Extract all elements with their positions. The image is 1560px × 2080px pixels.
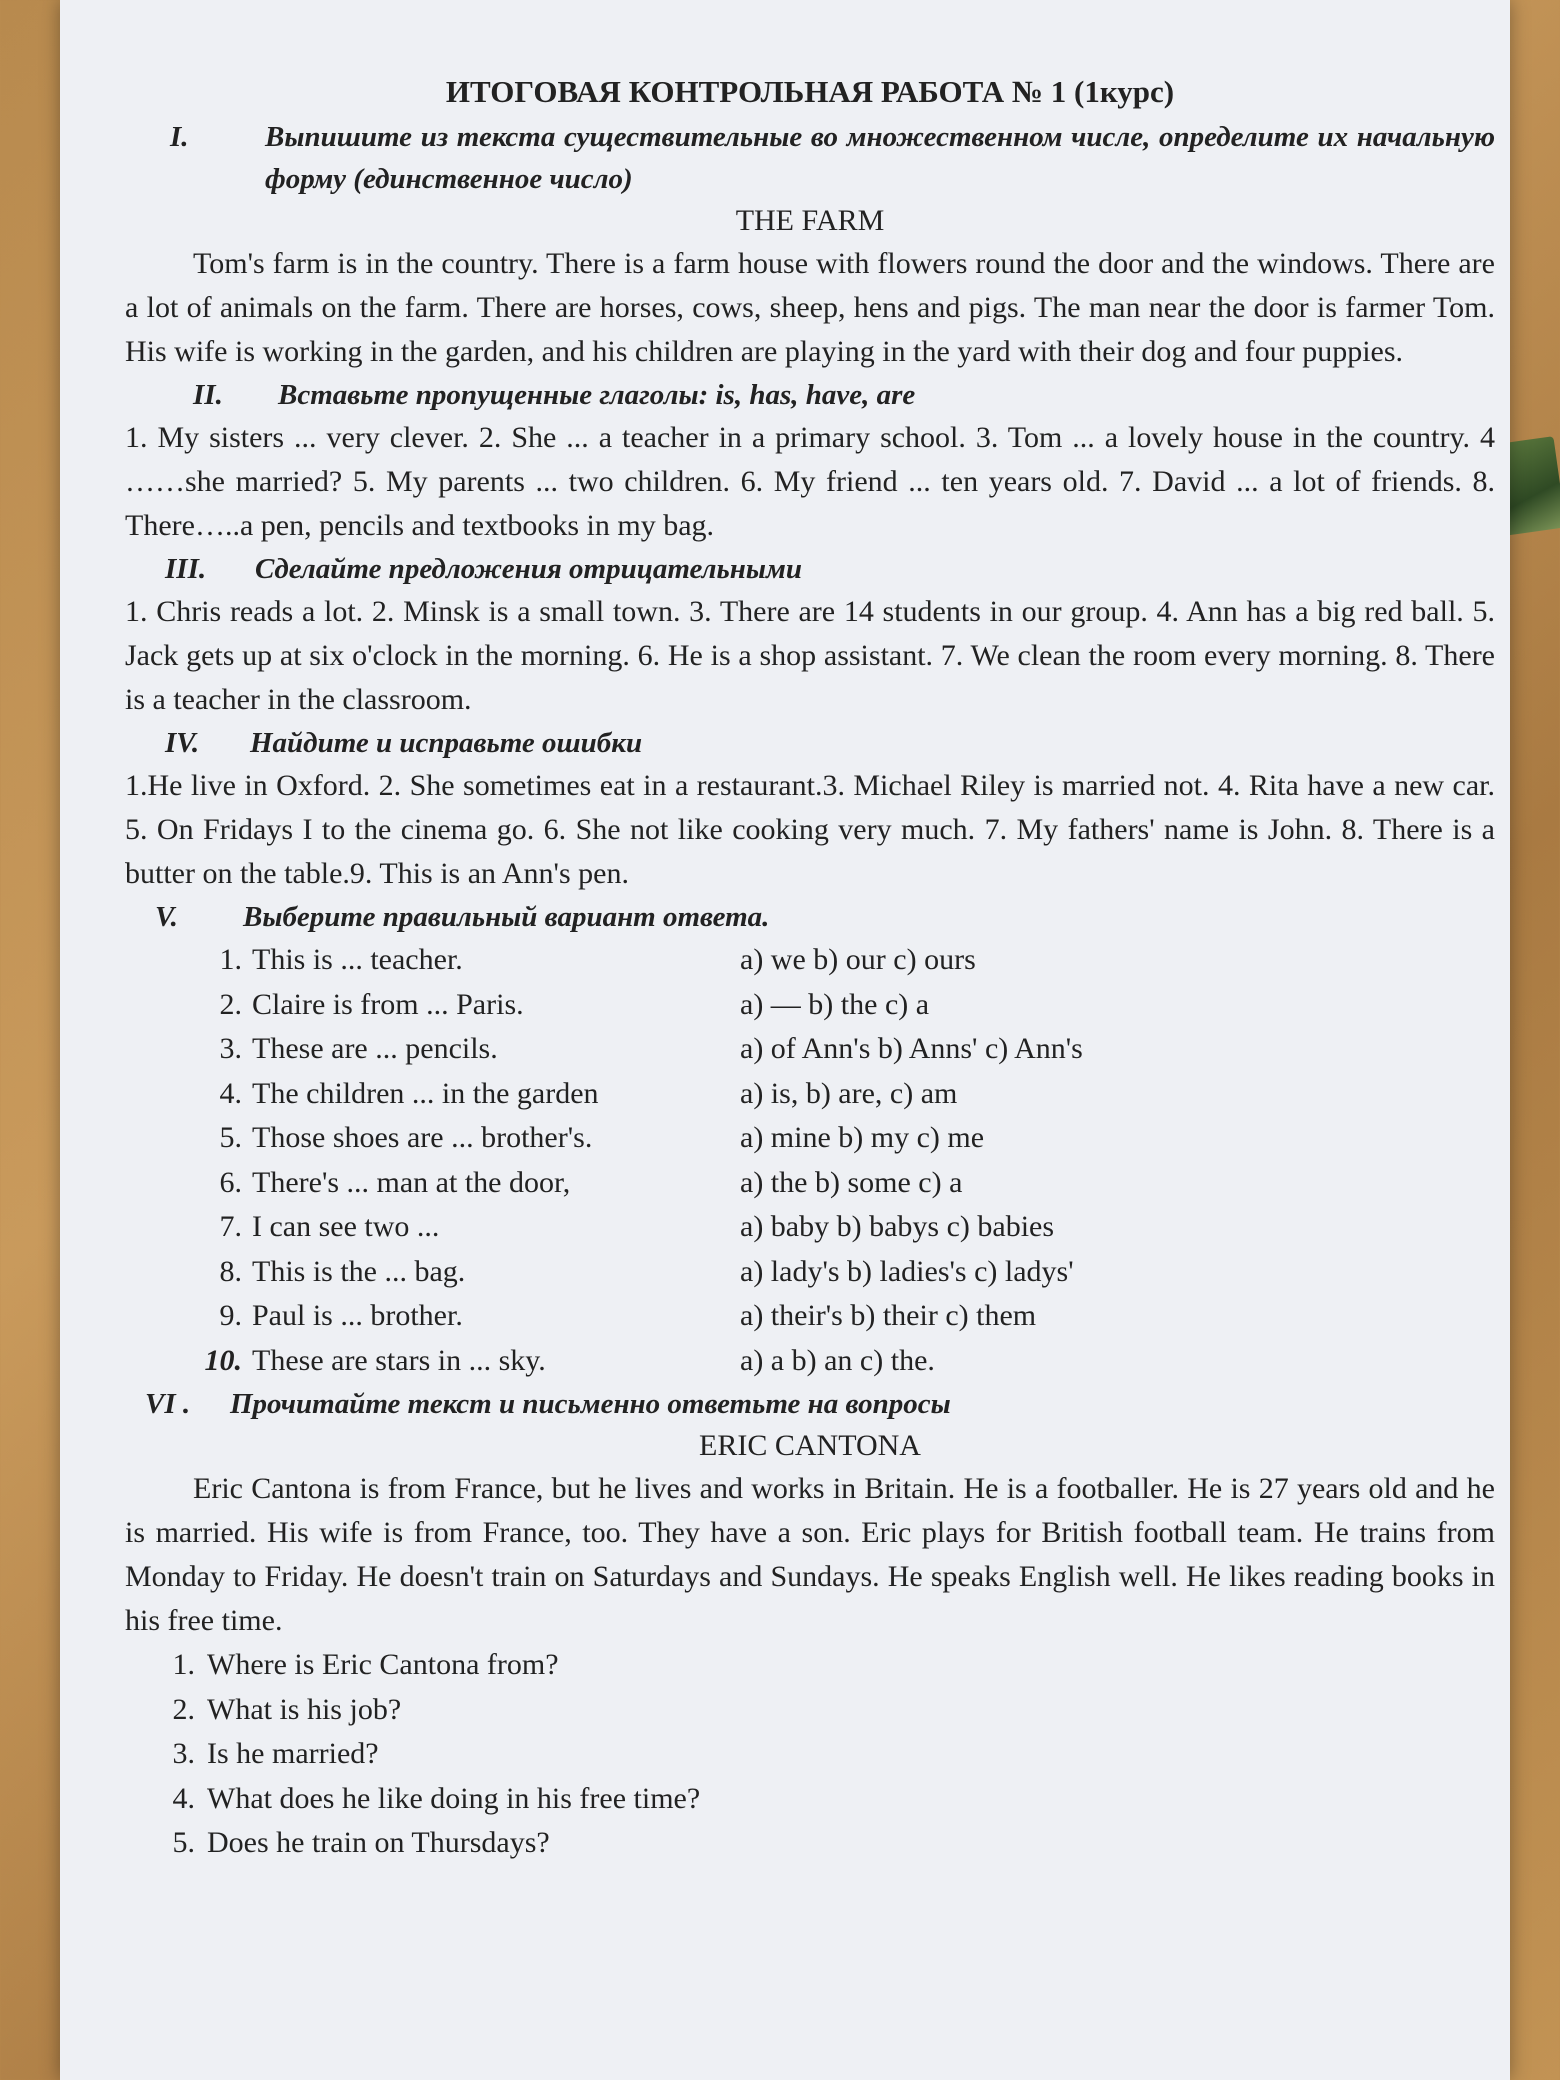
list-item: [200, 1072, 1495, 1117]
worksheet-content: [125, 70, 1495, 1866]
item-number: 4.: [219, 1076, 242, 1110]
list-item: [200, 1027, 1495, 1072]
item-question: Those shoes are ... brother's.: [252, 1121, 593, 1154]
section-instruction: Сделайте предложения отрицательными: [255, 553, 803, 585]
list-item: [200, 1294, 1495, 1339]
item-question: Paul is ... brother.: [252, 1299, 463, 1332]
section-number: III.: [165, 553, 207, 585]
question-text: What does he like doing in his free time?: [207, 1781, 701, 1815]
item-number: 7.: [219, 1210, 242, 1243]
list-item: [200, 1116, 1495, 1161]
question-number: 5.: [172, 1826, 195, 1859]
section-instruction: Вставьте пропущенные глаголы: is, has, have, are: [278, 379, 916, 411]
section-1-heading: [125, 116, 1495, 200]
item-number: 10.: [204, 1343, 242, 1377]
section-6-heading: [145, 1383, 1495, 1425]
farm-text: Tom's farm is in the country. There is a farm house with flowers round the door and the windows. There are a lot of animals on the farm. There are horses, cows, sheep, hens and pigs. The man near the door is farmer Tom. His wife is working in the garden, and his children are playing in the yard with their dog and four puppies.: [125, 247, 1495, 368]
farm-title: THE FARM: [735, 204, 885, 237]
question-number: 4.: [172, 1781, 195, 1815]
item-number: 3.: [219, 1032, 242, 1065]
item-options: a) lady's b) ladies's c) ladys': [740, 1254, 1074, 1288]
section-number: I.: [170, 121, 189, 153]
item-question: This is ... teacher.: [252, 943, 463, 976]
list-item: [155, 1643, 1495, 1688]
eric-title: ERIC CANTONA: [699, 1429, 921, 1462]
list-item: [155, 1688, 1495, 1733]
section-4-text: 1.He live in Oxford. 2. She sometimes eat in a restaurant.3. Michael Riley is married not. 4. Rita have a new car. 5. On Fridays I to the cinema go. 6. She not like cooking very much. 7. My fathers' name is John. 8. There is a butter on the table.9. This is an Ann's pen.: [125, 769, 1495, 890]
item-question: These are stars in ... sky.: [252, 1343, 546, 1377]
item-number: 1.: [219, 943, 242, 976]
item-options: a) mine b) my c) me: [740, 1121, 985, 1154]
list-item: [155, 1777, 1495, 1822]
section-2-heading: [193, 374, 1495, 416]
section-instruction: Найдите и исправьте ошибки: [250, 727, 643, 759]
item-options: a) baby b) babys c) babies: [740, 1210, 1055, 1243]
list-item: [155, 1732, 1495, 1777]
questions-list: [155, 1643, 1495, 1866]
section-3-text: 1. Chris reads a lot. 2. Minsk is a small town. 3. There are 14 students in our group. 4. Ann has a big red ball. 5. Jack gets up at six o'clock in the morning. 6. He is a shop assistant. 7. We clean the room every morning. 8. There is a teacher in the classroom.: [125, 595, 1495, 716]
item-number: 2.: [219, 987, 242, 1021]
question-text: Where is Eric Cantona from?: [207, 1648, 559, 1681]
question-number: 1.: [172, 1648, 195, 1681]
section-instruction: Выпишите из текста существительные во множественном числе, определите их начальную форму (единственное число): [265, 121, 1495, 195]
list-item: [200, 938, 1495, 983]
section-number: VI .: [145, 1388, 191, 1420]
item-question: This is the ... bag.: [252, 1254, 466, 1288]
item-number: 9.: [219, 1299, 242, 1332]
item-options: a) is, b) are, c) am: [740, 1076, 958, 1110]
item-options: a) — b) the c) a: [740, 987, 930, 1021]
list-item: [200, 1250, 1495, 1295]
section-4-heading: [165, 722, 1495, 764]
section-number: V.: [155, 901, 178, 933]
item-question: There's ... man at the door,: [252, 1165, 571, 1199]
section-5-heading: [155, 896, 1495, 938]
section-number: IV.: [165, 727, 200, 759]
worksheet-title: ИТОГОВАЯ КОНТРОЛЬНАЯ РАБОТА № 1 (1курс): [445, 74, 1175, 109]
list-item: [200, 1205, 1495, 1250]
question-text: Does he train on Thursdays?: [207, 1826, 550, 1859]
multiple-choice-list: [200, 938, 1495, 1383]
question-number: 3.: [172, 1737, 195, 1770]
item-options: a) of Ann's b) Anns' c) Ann's: [740, 1032, 1083, 1065]
section-instruction: Выберите правильный вариант ответа.: [243, 901, 770, 933]
item-options: a) the b) some c) a: [740, 1165, 963, 1199]
item-question: Claire is from ... Paris.: [252, 987, 524, 1021]
eric-text: Eric Cantona is from France, but he lives and works in Britain. He is a footballer. He is 27 years old and he is married. His wife is from France, too. They have a son. Eric plays for British football team. He trains from Monday to Friday. He doesn't train on Saturdays and Sundays. He speaks English well. He likes reading books in his free time.: [125, 1472, 1495, 1637]
question-text: Is he married?: [207, 1737, 379, 1770]
question-text: What is his job?: [207, 1692, 402, 1726]
section-3-heading: [165, 548, 1495, 590]
item-question: The children ... in the garden: [252, 1076, 599, 1110]
item-number: 6.: [219, 1165, 242, 1199]
item-question: I can see two ...: [252, 1210, 440, 1243]
section-instruction: Прочитайте текст и письменно ответьте на вопросы: [230, 1388, 951, 1420]
item-question: These are ... pencils.: [252, 1032, 498, 1065]
item-options: a) their's b) their c) them: [740, 1299, 1037, 1332]
list-item: [200, 1339, 1495, 1384]
section-number: II.: [193, 379, 223, 411]
worksheet-paper: [60, 0, 1510, 2080]
list-item: [155, 1821, 1495, 1866]
item-number: 5.: [219, 1121, 242, 1154]
item-number: 8.: [219, 1254, 242, 1288]
list-item: [200, 1161, 1495, 1206]
question-number: 2.: [172, 1692, 195, 1726]
section-2-text: 1. My sisters ... very clever. 2. She ... a teacher in a primary school. 3. Tom ... a lovely house in the country. 4 ……she married? 5. My parents ... two children. 6. My friend ... ten years old. 7. David ... a lot of friends. 8. There…..a pen, pencils and textbooks in my bag.: [125, 421, 1495, 542]
list-item: [200, 983, 1495, 1028]
item-options: a) a b) an c) the.: [740, 1343, 935, 1377]
item-options: a) we b) our c) ours: [740, 943, 976, 976]
